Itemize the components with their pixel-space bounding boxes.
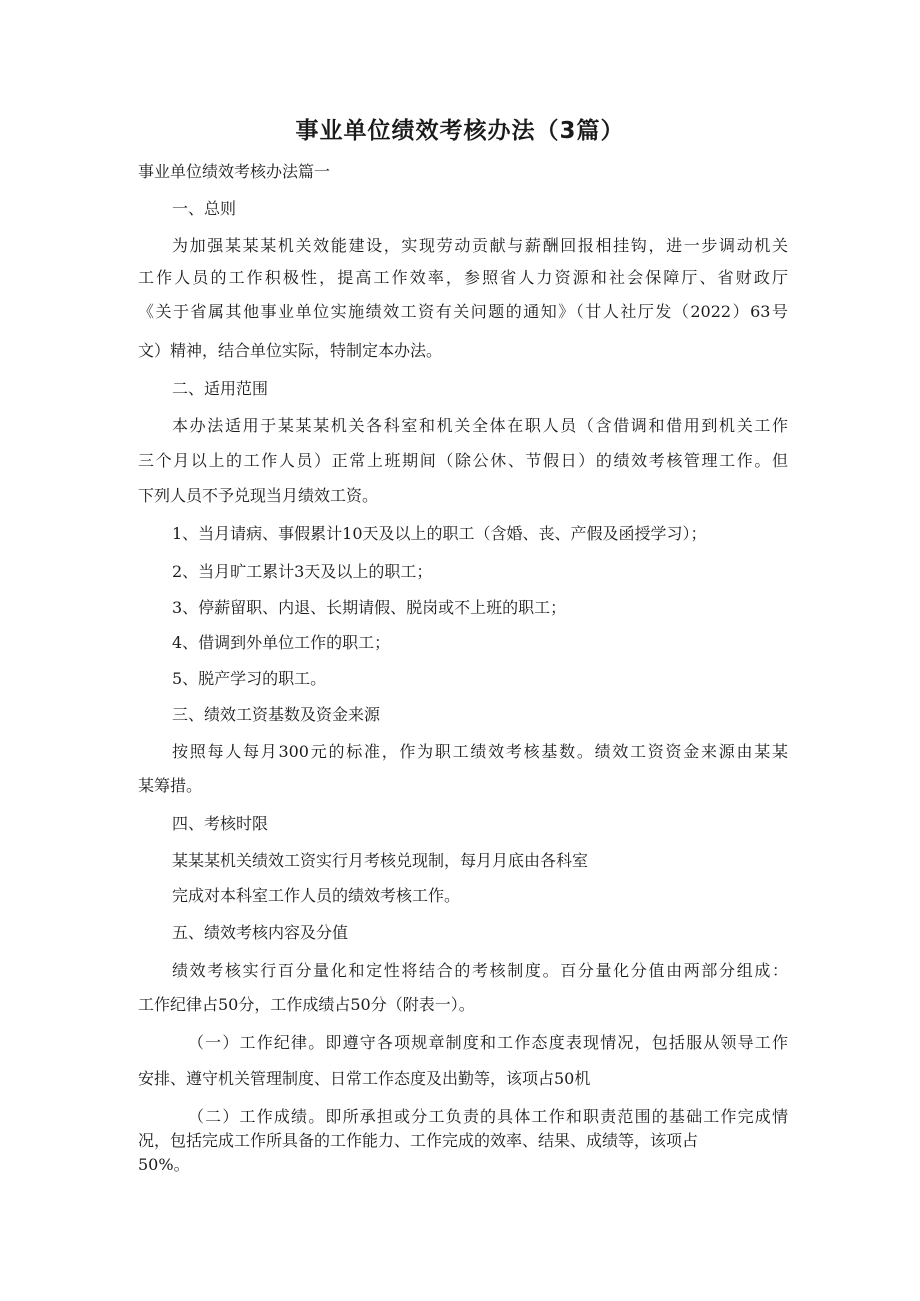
heading-general: 一、总则: [172, 199, 237, 218]
paragraph-line: 下列人员不予兑现当月绩效工资。: [138, 486, 379, 505]
paragraph-line: 某某某机关绩效工资实行月考核兑现制，每月月底由各科室: [172, 851, 589, 870]
paragraph-line: 三个月以上的工作人员）正常上班期间（除公休、节假日）的绩效考核管理工作。但: [138, 451, 788, 470]
paragraph-line: 绩效考核实行百分量化和定性将结合的考核制度。百分量化分值由两部分组成：: [172, 961, 788, 980]
heading-content-scores: 五、绩效考核内容及分值: [172, 923, 349, 942]
list-item: 5、脱产学习的职工。: [172, 669, 327, 688]
paragraph-line: 文）精神，结合单位实际，特制定本办法。: [138, 341, 443, 360]
list-item: 4、借调到外单位工作的职工；: [172, 633, 391, 652]
paragraph-line: 工作纪律占50分，工作成绩占50分（附表一）。: [138, 995, 475, 1014]
heading-wage-base: 三、绩效工资基数及资金来源: [172, 705, 381, 724]
section-subtitle: 事业单位绩效考核办法篇一: [138, 162, 331, 181]
document-title: 事业单位绩效考核办法（3篇）: [295, 118, 625, 144]
paragraph-line: 安排、遵守机关管理制度、日常工作态度及出勤等，该项占50机: [138, 1069, 591, 1088]
paragraph-line: 某筹措。: [138, 776, 203, 795]
paragraph-line: 完成对本科室工作人员的绩效考核工作。: [172, 886, 461, 905]
paragraph-line: 况，包括完成工作所具备的工作能力、工作完成的效率、结果、成绩等，该项占: [138, 1131, 699, 1150]
paragraph-line: 50%。: [138, 1155, 190, 1174]
paragraph-line: 为加强某某某机关效能建设，实现劳动贡献与薪酬回报相挂钩，进一步调动机关: [172, 236, 788, 255]
paragraph-line: （一）工作纪律。即遵守各项规章制度和工作态度表现情况，包括服从领导工作: [188, 1033, 788, 1052]
heading-time-limit: 四、考核时限: [172, 814, 269, 833]
paragraph-line: （二）工作成绩。即所承担或分工负责的具体工作和职责范围的基础工作完成情: [188, 1107, 788, 1126]
list-item: 2、当月旷工累计3天及以上的职工；: [172, 562, 433, 581]
list-item: 1、当月请病、事假累计10天及以上的职工（含婚、丧、产假及函授学习）；: [172, 524, 707, 543]
list-item: 3、停薪留职、内退、长期请假、脱岗或不上班的职工；: [172, 598, 567, 617]
paragraph-line: 《关于省属其他事业单位实施绩效工资有关问题的通知》（甘人社厅发（2022）63号: [138, 302, 788, 321]
paragraph-line: 工作人员的工作积极性，提高工作效率，参照省人力资源和社会保障厅、省财政厅: [138, 268, 788, 287]
paragraph-line: 本办法适用于某某某机关各科室和机关全体在职人员（含借调和借用到机关工作: [172, 416, 788, 435]
paragraph-line: 按照每人每月300元的标准，作为职工绩效考核基数。绩效工资资金来源由某某: [172, 742, 788, 761]
heading-scope: 二、适用范围: [172, 379, 269, 398]
